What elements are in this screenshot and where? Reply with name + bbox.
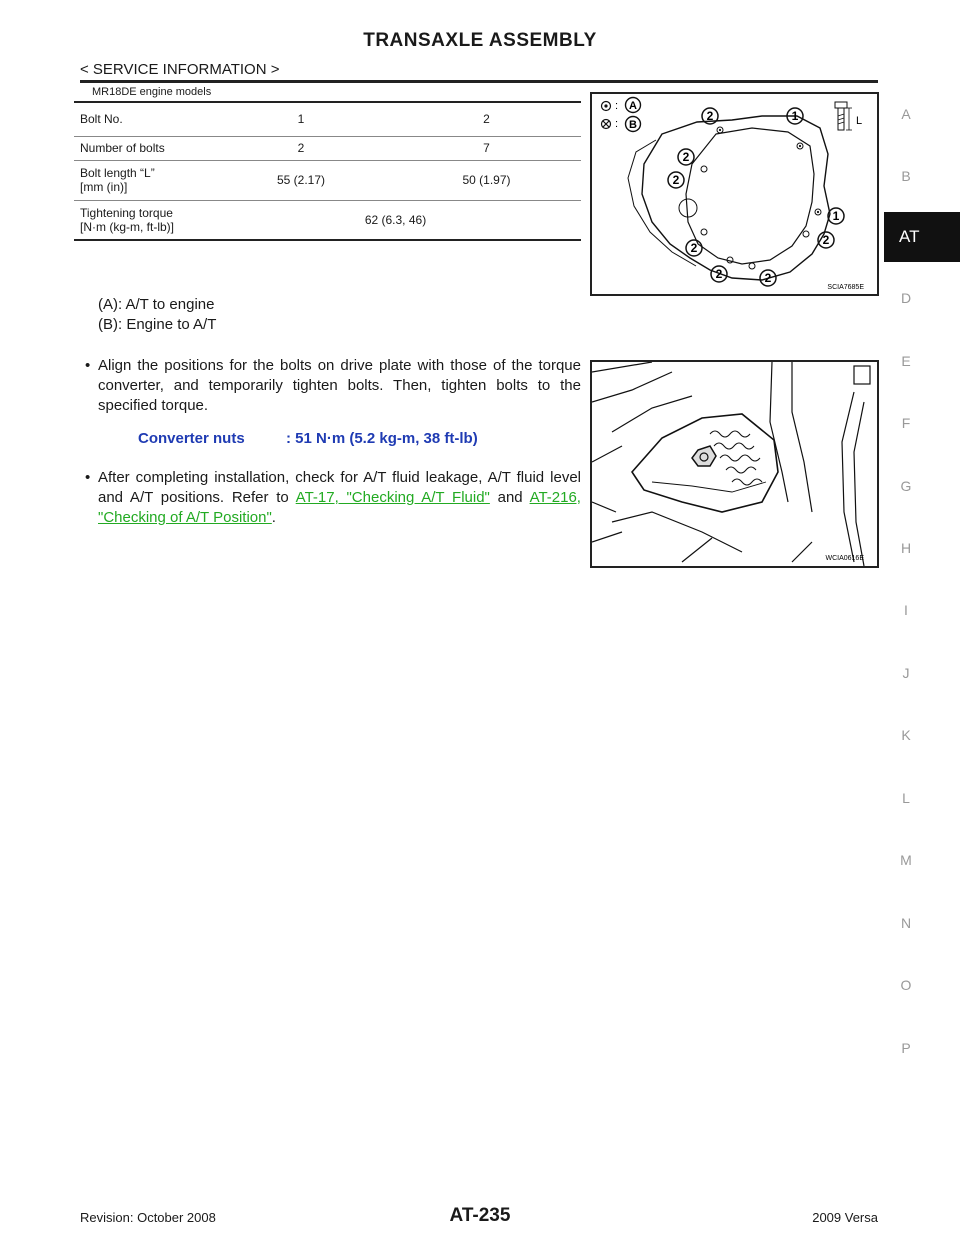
callout-2: 2 [822, 233, 830, 247]
revision-date: Revision: October 2008 [80, 1210, 216, 1225]
table-row [74, 200, 581, 240]
engine-models-caption: MR18DE engine models [92, 86, 212, 98]
bolt-spec-table [74, 101, 581, 241]
callout-2: 2 [715, 267, 723, 281]
index-letter[interactable]: L [902, 790, 910, 806]
index-letter[interactable]: A [901, 106, 911, 122]
legend-colon: : [615, 100, 619, 112]
bullet-check-fluid [85, 468, 581, 528]
header-rule [80, 80, 878, 83]
callout-2: 2 [690, 241, 698, 255]
bullet-icon: • [85, 469, 91, 486]
bullet-icon: • [85, 357, 91, 374]
table-row [74, 136, 581, 160]
row-label: Number of bolts [80, 141, 165, 155]
callout-1: 1 [832, 209, 840, 223]
active-section-tab[interactable]: AT [884, 212, 960, 262]
bolt-1-cell: 1 [297, 112, 305, 127]
page-title: TRANSAXLE ASSEMBLY [363, 30, 597, 51]
bolt-location-figure [590, 92, 879, 296]
bullet-text: . [271, 509, 276, 526]
bolt-length-icon [835, 102, 852, 130]
index-letter[interactable]: P [901, 1040, 911, 1056]
table-row [74, 102, 581, 136]
index-letter[interactable]: N [900, 915, 912, 931]
row-label: Bolt No. [80, 112, 123, 127]
index-letter[interactable]: E [901, 353, 911, 369]
bolt-location-diagram [592, 94, 877, 294]
callout-1: 1 [791, 109, 799, 123]
callout-2: 2 [764, 271, 772, 285]
index-letter[interactable]: M [900, 852, 912, 868]
bolt-2-cell: 50 (1.97) [462, 173, 511, 187]
index-letter[interactable]: I [904, 602, 908, 618]
table-row [74, 160, 581, 200]
legend-b-label: B [629, 119, 637, 131]
legend-a-label: A [629, 100, 637, 112]
index-letter[interactable]: H [900, 540, 912, 556]
row-label [74, 200, 210, 240]
row-label [74, 160, 210, 200]
index-letter[interactable]: O [900, 977, 912, 993]
bolt-1-cell: 55 (2.17) [276, 173, 326, 187]
legend-b: (B): Engine to A/T [98, 316, 217, 333]
figure-code: SCIA7685E [827, 284, 864, 291]
bullet-text: and [489, 489, 530, 506]
bullet-text: Align the positions for the bolts on drive plate with those of the torque converter, and temporarily tighten bolts. Then, tighten bolts to the specified torque. [98, 357, 581, 414]
converter-nut-figure [590, 360, 879, 568]
index-letter[interactable]: D [900, 290, 912, 306]
page-number: AT-235 [449, 1205, 511, 1226]
torque-cell: 62 (6.3, 46) [364, 212, 427, 227]
bullet-text: After completing installation, check for A/T fluid leakage, A/T fluid level and A/T positions. Refer to [98, 469, 581, 506]
callout-2: 2 [706, 109, 714, 123]
bolt-2-cell: 7 [483, 141, 490, 155]
figure-code: WCIA0616E [825, 555, 864, 562]
index-letter[interactable]: F [901, 415, 911, 431]
index-letter[interactable]: G [900, 478, 912, 494]
bolt-1-cell: 2 [297, 141, 305, 155]
converter-nut-icon [692, 446, 716, 466]
index-letter[interactable]: K [901, 727, 911, 743]
bolt-length-label: L [856, 115, 863, 127]
row-label-line: Bolt length “L” [80, 166, 155, 180]
spec-value: : 51 N·m (5.2 kg-m, 38 ft-lb) [286, 430, 478, 447]
link-checking-at-fluid[interactable]: AT-17, "Checking A/T Fluid" [295, 489, 490, 506]
bullet-align-bolts [85, 356, 581, 416]
link-checking-at-position[interactable]: AT-216, "Checking of A/T Position" [98, 489, 581, 526]
row-label-line: [mm (in)] [80, 180, 128, 194]
vehicle-model: 2009 Versa [812, 1210, 878, 1225]
row-label-line: [N·m (kg-m, ft-lb)] [80, 219, 174, 234]
legend-a: (A): A/T to engine [98, 296, 215, 313]
index-letter[interactable]: B [901, 168, 911, 184]
converter-nut-illustration [592, 362, 877, 566]
section-label: < SERVICE INFORMATION > [80, 61, 280, 78]
legend-colon: : [615, 118, 619, 130]
bolt-2-cell: 2 [483, 112, 490, 127]
callout-2: 2 [672, 173, 680, 187]
callout-2: 2 [682, 150, 690, 164]
spec-label: Converter nuts [138, 430, 245, 447]
row-label-line: Tightening torque [80, 205, 173, 220]
index-letter[interactable]: J [902, 665, 910, 681]
